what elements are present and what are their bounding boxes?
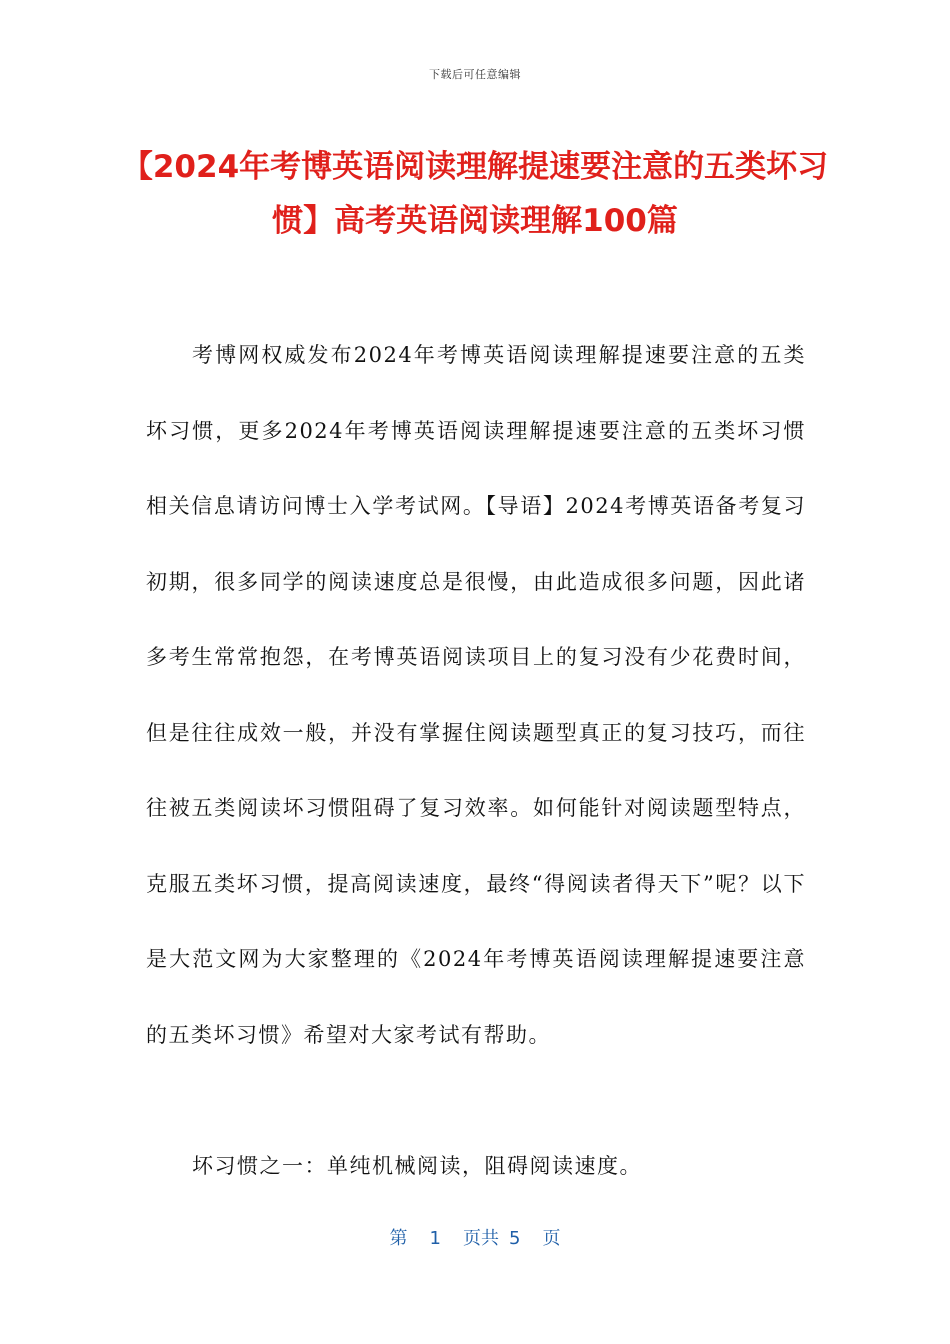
section-heading: 坏习惯之一：单纯机械阅读，阻碍阅读速度。 (192, 1154, 642, 1178)
page-header-note: 下载后可任意编辑 (429, 68, 521, 81)
document-title: 【2024年考博英语阅读理解提速要注意的五类坏习惯】高考英语阅读理解100篇 (121, 149, 829, 239)
footer-mid: 页共 (463, 1228, 499, 1249)
footer-total-pages: 5 (509, 1228, 521, 1249)
body-paragraph: 考博网权威发布2024年考博英语阅读理解提速要注意的五类坏习惯，更多2024年考博英语阅读理解提速要注意的五类坏习惯相关信息请访问博士入学考试网。【导语】2024考博英语备考复习初期，很多同学的阅读速度总是很慢，由此造成很多问题，因此诸多考生常常抱怨，在考博英语阅读项目上的复习没有少花费时间，但是往往成效一般，并没有掌握住阅读题型真正的复习技巧，而往往被五类阅读坏习惯阻碍了复习效率。如何能针对阅读题型特点，克服五类坏习惯，提高阅读速度，最终“得阅读者得天下”呢？以下是大范文网为大家整理的《2024年考博英语阅读理解提速要注意的五类坏习惯》希望对大家考试有帮助。 (146, 343, 806, 1047)
footer-prefix: 第 (389, 1228, 408, 1249)
page-footer (0, 1224, 950, 1250)
footer-page-number: 1 (429, 1228, 441, 1249)
footer-suffix: 页 (542, 1228, 561, 1249)
